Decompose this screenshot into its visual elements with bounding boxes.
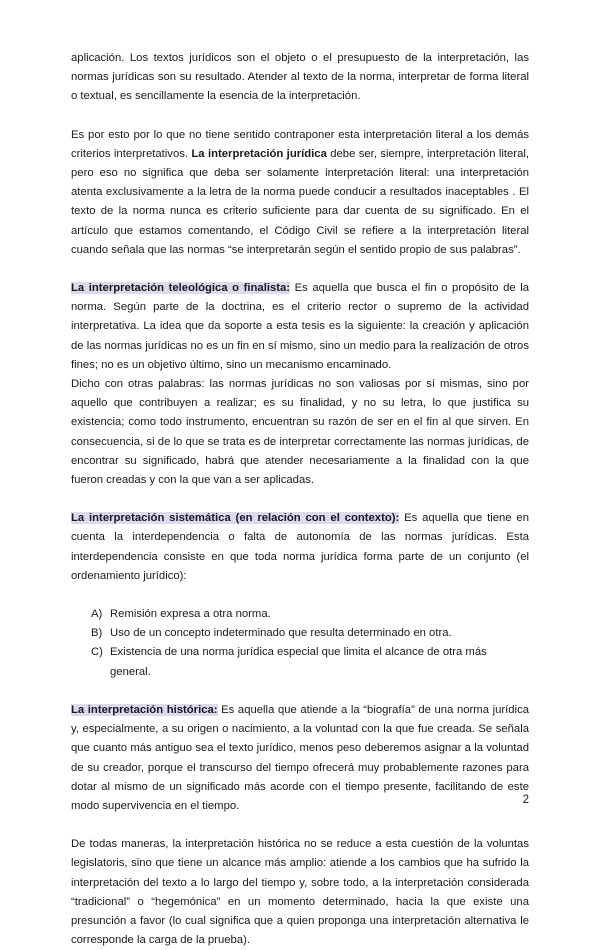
spacer — [71, 586, 529, 605]
paragraph-literal-contrast — [71, 126, 529, 260]
list-item-text: Remisión expresa a otra norma. — [110, 608, 271, 621]
section-teleologica — [71, 279, 529, 375]
list-marker: B) — [91, 627, 103, 640]
list-item — [91, 624, 529, 643]
section-historica-body: Es aquella que atiende a la “biografía” de una norma jurídica y, especialmente, a su origen o nacimiento, a la voluntad con la que fue creada. Se señala que cuanto más antiguo sea el texto jurídico, menos peso deberemos asignar a la voluntad de su creador, porque el transcurso del tiempo ofrecerá muy probablemente razones para dotar al mismo de un significado más acorde con el tiempo presente, facilitando de este modo supervivencia en el tiempo. — [71, 703, 529, 812]
paragraph-text: Es por esto por lo que no tiene sentido contraponer esta interpretación literal a los demás criterios interpretativos. — [71, 128, 529, 160]
list-marker: A) — [91, 608, 103, 621]
section-historica — [71, 701, 529, 816]
page-number: 2 — [522, 794, 529, 806]
spacer — [71, 682, 529, 701]
paragraph-literal-intro: aplicación. Los textos jurídicos son el objeto o el presupuesto de la interpretación, las normas jurídicas son su resultado. Atender al texto de la norma, interpretar de forma literal o textual, es sencillamente la esencia de la interpretación. — [71, 52, 529, 103]
section-teleologica-body: Es aquella que busca el fin o propósito de la norma. Según parte de la doctrina, es el criterio rector o supremo de la actividad interpretativa. La idea que da soporte a esta tesis es la siguiente: la creación y aplicación de las normas jurídicas no es un fin en sí mismo, sino un medio para la realización de otros fines; no es un objetivo último, sino un mecanismo encaminado. — [71, 282, 529, 371]
section-sistematica — [71, 509, 529, 586]
list-item-text: Existencia de una norma jurídica especial que limita el alcance de otra más general. — [110, 646, 487, 678]
list-marker: C) — [91, 646, 103, 659]
bold-term-interpretacion-juridica: La interpretación jurídica — [191, 147, 327, 160]
heading-sistematica: La interpretación sistemática (en relación con el contexto): — [71, 512, 400, 525]
list-wrapper — [71, 605, 529, 682]
heading-historica: La interpretación histórica: — [71, 703, 218, 716]
spacer — [71, 816, 529, 835]
spacer — [71, 260, 529, 279]
paragraph-text: debe ser, siempre, interpretación literal, pero eso no significa que deba ser solamente interpretación literal: una interpretación atenta exclusivamente a la letra de la norma puede conducir a resultados inaceptables . El texto de la norma nunca es criterio suficiente para dar cuenta de su significado. En el artículo que estamos comentando, el Código Civil se refiere a la interpretación literal cuando señala que las normas “se interpretarán según el sentido propio de sus palabras”. — [71, 147, 529, 256]
sistematica-list — [91, 605, 529, 682]
section-historica-body-2: De todas maneras, la interpretación histórica no se reduce a esta cuestión de la voluntas legislatoris, sino que tiene un alcance más amplio: atiende a los cambios que ha sufrido la interpretación del texto a lo largo del tiempo y, sobre todo, a la interpretación considerada “tradicional” o “hegemónica” en un momento determinado, hacia la que existe una presunción a favor (lo cual significa que a quien proponga una interpretación alternativa le corresponde la carga de la prueba). — [71, 838, 529, 947]
section-teleologica-body-2: Dicho con otras palabras: las normas jurídicas no son valiosas por sí mismas, sino por aquello que contribuyen a realizar; es su finalidad, y no su letra, lo que justifica su existencia; como todo instrumento, encuentran su razón de ser en el fin al que sirven. En consecuencia, si de lo que se trata es de interpretar correctamente las normas jurídicas, de encontrar su significado, habrá que atender necesariamente a la finalidad con la que fueron creadas y con la que van a ser aplicadas. — [71, 378, 529, 487]
heading-teleologica: La interpretación teleológica o finalista: — [71, 282, 291, 295]
spacer — [71, 490, 529, 509]
list-item — [91, 643, 529, 681]
spacer — [71, 107, 529, 126]
list-item — [91, 605, 529, 624]
section-sistematica-body: Es aquella que tiene en cuenta la interdependencia o falta de autonomía de las normas jurídicas. Esta interdependencia consiste en que toda norma jurídica forma parte de un conjunto (el ordenamiento jurídico): — [71, 512, 529, 582]
list-item-text: Uso de un concepto indeterminado que resulta determinado en otra. — [110, 627, 452, 640]
